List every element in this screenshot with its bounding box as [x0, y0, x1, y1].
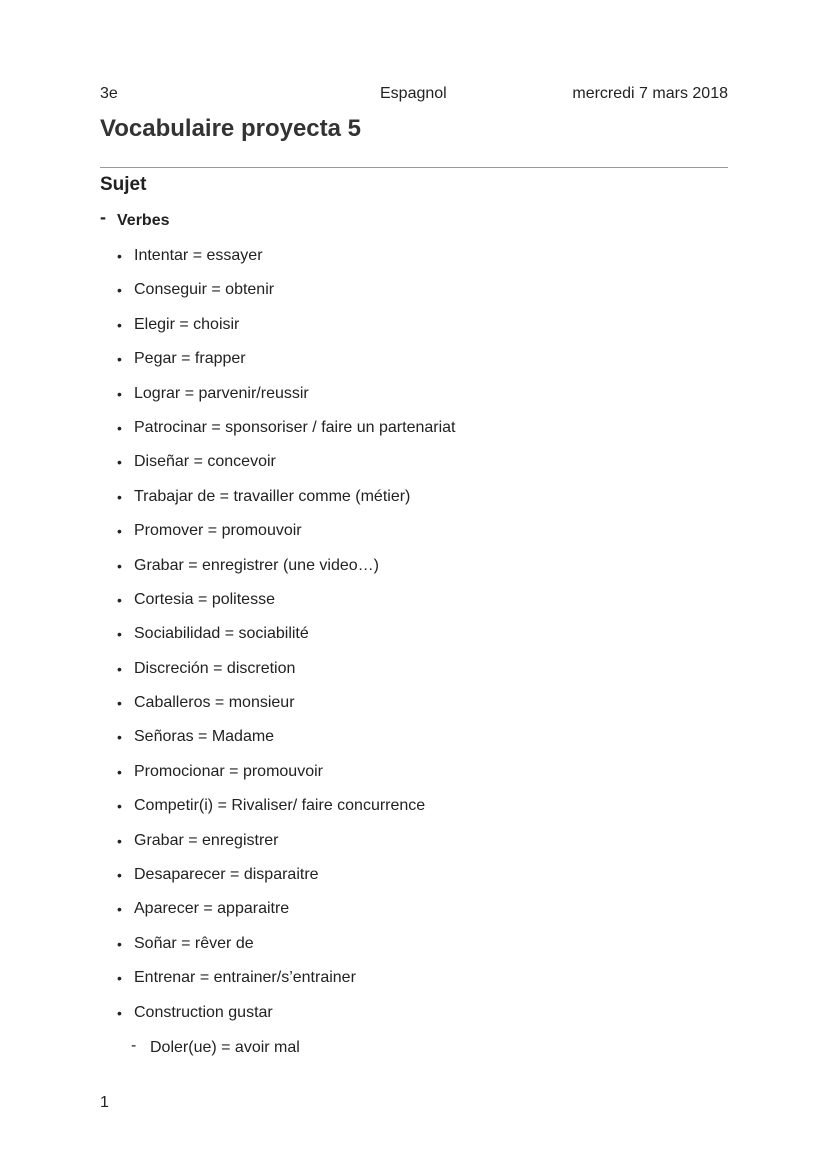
- page-number: 1: [100, 1094, 109, 1111]
- list-item-text: Promover = promouvoir: [134, 522, 302, 540]
- list-item-text: Discreción = discretion: [134, 659, 296, 677]
- list-item: [114, 693, 714, 727]
- list-item: [114, 418, 714, 452]
- group-label: Verbes: [117, 212, 170, 229]
- list-item-text: Grabar = enregistrer: [134, 831, 279, 849]
- bullet-marker: •: [117, 798, 122, 815]
- list-item: [114, 762, 714, 796]
- bullet-marker: •: [117, 660, 122, 677]
- list-item-text: Grabar = enregistrer (une video…): [134, 556, 379, 574]
- list-item: [114, 727, 714, 761]
- sub-item-text: Doler(ue) = avoir mal: [150, 1039, 300, 1056]
- bullet-marker: •: [117, 626, 122, 643]
- bullet-marker: •: [117, 763, 122, 780]
- list-item-text: Señoras = Madame: [134, 728, 275, 746]
- bullet-marker: •: [117, 935, 122, 952]
- bullet-marker: •: [117, 282, 122, 299]
- bullet-marker: •: [117, 419, 122, 436]
- list-item-text: Lograr = parvenir/reussir: [134, 384, 309, 402]
- bullet-marker: •: [117, 385, 122, 402]
- list-item-text: Entrenar = entrainer/s’entrainer: [134, 969, 356, 987]
- vocabulary-list: [114, 246, 714, 1037]
- bullet-marker: •: [117, 1004, 122, 1021]
- bullet-marker: •: [117, 316, 122, 333]
- list-item: [114, 1003, 714, 1037]
- list-item: [114, 521, 714, 555]
- header-class-level: 3e: [100, 85, 118, 102]
- list-item-text: Caballeros = monsieur: [134, 694, 295, 712]
- list-item-text: Promocionar = promouvoir: [134, 762, 323, 780]
- list-item: [114, 831, 714, 865]
- list-item-text: Trabajar de = travailler comme (métier): [134, 487, 411, 505]
- list-item: [114, 934, 714, 968]
- list-item-text: Patrocinar = sponsoriser / faire un partenariat: [134, 418, 456, 436]
- list-item-text: Elegir = choisir: [134, 315, 240, 333]
- header-subject: Espagnol: [380, 85, 447, 102]
- list-item: [114, 796, 714, 830]
- list-item: [114, 659, 714, 693]
- section-heading: Sujet: [100, 174, 147, 195]
- bullet-marker: •: [117, 454, 122, 471]
- list-item-text: Construction gustar: [134, 1003, 273, 1021]
- list-item: [114, 246, 714, 280]
- list-item-text: Aparecer = apparaitre: [134, 900, 290, 918]
- list-item-text: Desaparecer = disparaitre: [134, 866, 319, 884]
- list-item: [114, 384, 714, 418]
- list-item-text: Sociabilidad = sociabilité: [134, 625, 309, 643]
- list-item: [114, 590, 714, 624]
- bullet-marker: •: [117, 488, 122, 505]
- list-item: [114, 452, 714, 486]
- list-item-text: Conseguir = obtenir: [134, 281, 275, 299]
- list-item: [114, 280, 714, 314]
- list-item: [114, 487, 714, 521]
- bullet-marker: •: [117, 523, 122, 540]
- bullet-marker: •: [117, 970, 122, 987]
- bullet-marker: •: [117, 248, 122, 264]
- bullet-marker: •: [117, 591, 122, 608]
- list-item-text: Pegar = frapper: [134, 350, 246, 368]
- dash-marker: -: [100, 207, 106, 227]
- list-item: [114, 315, 714, 349]
- list-item: [114, 899, 714, 933]
- list-item: [114, 349, 714, 383]
- bullet-marker: •: [117, 901, 122, 918]
- bullet-marker: •: [117, 351, 122, 368]
- dash-marker: -: [131, 1037, 137, 1054]
- bullet-marker: •: [117, 867, 122, 884]
- page-header: [100, 84, 728, 104]
- list-item: [114, 556, 714, 590]
- list-item: [114, 968, 714, 1002]
- list-item-text: Cortesia = politesse: [134, 590, 275, 608]
- list-item: [114, 865, 714, 899]
- list-item: [114, 624, 714, 658]
- bullet-marker: •: [117, 832, 122, 849]
- list-item-text: Diseñar = concevoir: [134, 453, 276, 471]
- title-divider: [100, 167, 728, 168]
- list-item-text: Competir(i) = Rivaliser/ faire concurrence: [134, 797, 426, 815]
- header-date: mercredi 7 mars 2018: [572, 85, 728, 102]
- list-item-text: Soñar = rêver de: [134, 934, 254, 952]
- bullet-marker: •: [117, 695, 122, 712]
- bullet-marker: •: [117, 729, 122, 746]
- page-title: Vocabulaire proyecta 5: [100, 115, 361, 142]
- list-item-text: Intentar = essayer: [134, 247, 263, 264]
- bullet-marker: •: [117, 557, 122, 574]
